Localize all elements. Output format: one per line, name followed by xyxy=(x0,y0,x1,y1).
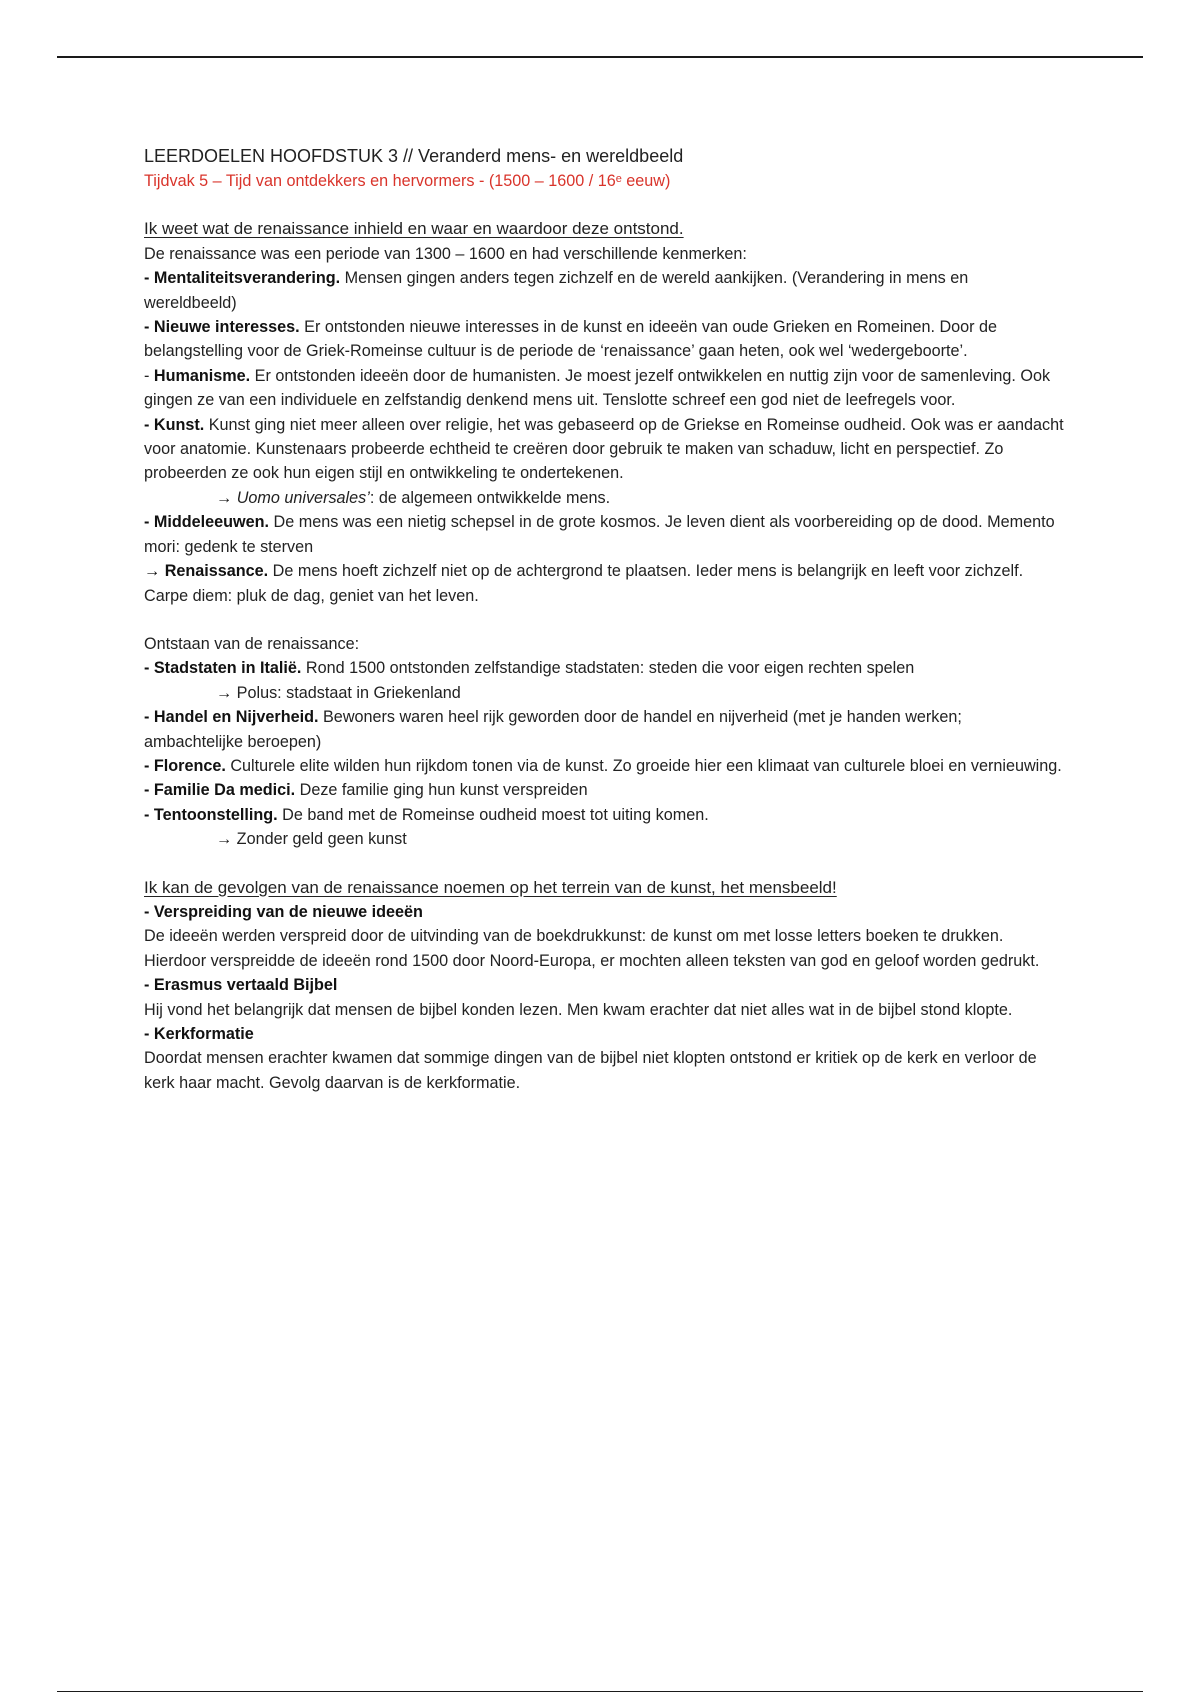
list-item xyxy=(144,413,1064,486)
term: - Kerkformatie xyxy=(144,1025,254,1043)
list-item xyxy=(144,778,1064,802)
term-text: Mensen gingen anders tegen zichzelf en de wereld aankijken. (Verandering in mens en wereldbeeld) xyxy=(144,269,969,312)
term-text: Rond 1500 ontstonden zelfstandige stadstaten: steden die voor eigen rechten spelen xyxy=(301,659,915,678)
paragraph: Doordat mensen erachter kwamen dat sommige dingen van de bijbel niet klopten ontstond er kritiek op de kerk en verloor de kerk haar macht. Gevolg daarvan is de kerkformatie. xyxy=(144,1049,1037,1092)
list-item xyxy=(144,1022,1064,1046)
term-text: Kunst ging niet meer alleen over religie, het was gebaseerd op de Griekse en Romeinse oudheid. Ook was er aandacht voor anatomie. Kunstenaars probeerde echtheid te creëren door gebruik te maken van schaduw, licht en perspectief. Zo probeerden ze ook hun eigen stijl en ontwikkeling te ondertekenen. xyxy=(144,415,1064,483)
term-prefix: - xyxy=(144,366,154,385)
list-item xyxy=(144,656,1064,680)
term: - Erasmus vertaald Bijbel xyxy=(144,976,338,995)
arrow-icon: → xyxy=(216,488,237,507)
term: - Middeleeuwen. xyxy=(144,513,270,532)
term: Renaissance. xyxy=(164,562,269,581)
list-item xyxy=(144,973,1064,997)
arrow-note: → Zonder geld geen kunst xyxy=(216,830,407,849)
term: - Verspreiding van de nieuwe ideeën xyxy=(144,902,423,921)
term-text: Er ontstonden ideeën door de humanisten. Je moest jezelf ontwikkelen en nuttig zijn voor de samenleving. Ook gingen ze van een individuele en zelfstandig denkend mens uit. Tenslotte schreef een god niet de leefregels voor. xyxy=(144,366,1051,410)
list-item xyxy=(144,510,1064,559)
term: - Florence. xyxy=(144,756,226,775)
term-text: De mens was een nietig schepsel in de grote kosmos. Je leven dient als voorbereiding op de dood. Memento mori: gedenk te sterven xyxy=(144,513,1055,556)
section-heading-2: Ik kan de gevolgen van de renaissance noemen op het terrein van de kunst, het mensbeeld! xyxy=(144,877,837,897)
page-subtitle: Tijdvak 5 – Tijd van ontdekkers en hervormers - (1500 – 1600 / 16ᵉ eeuw) xyxy=(144,172,671,190)
arrow-note: → Polus: stadstaat in Griekenland xyxy=(216,683,461,702)
footer-rule xyxy=(57,1691,1143,1692)
list-item xyxy=(144,900,1064,924)
paragraph: Hij vond het belangrijk dat mensen de bijbel konden lezen. Men kwam erachter dat niet alles wat in de bijbel stond klopte. xyxy=(144,1000,1013,1019)
section-heading-1: Ik weet wat de renaissance inhield en waar en waardoor deze ontstond. xyxy=(144,219,684,239)
term: - Nieuwe interesses. xyxy=(144,318,300,337)
term: - Familie Da medici. xyxy=(144,781,296,800)
list-item xyxy=(144,559,1064,608)
list-item xyxy=(144,705,1064,754)
term-text: Deze familie ging hun kunst verspreiden xyxy=(295,781,588,800)
paragraph: De renaissance was een periode van 1300 – 1600 en had verschillende kenmerken: xyxy=(144,244,747,263)
paragraph: Ontstaan van de renaissance: xyxy=(144,634,360,653)
term-italic: Uomo universales’ xyxy=(236,488,370,507)
term: - Handel en Nijverheid. xyxy=(144,708,319,727)
list-item xyxy=(144,803,1064,827)
list-item xyxy=(144,266,1064,315)
term: - Tentoonstelling. xyxy=(144,805,278,824)
term: - Stadstaten in Italië. xyxy=(144,659,302,678)
term: - Kunst. xyxy=(144,415,205,434)
term-text: Culturele elite wilden hun rijkdom tonen via de kunst. Zo groeide hier een klimaat van culturele bloei en vernieuwing. xyxy=(225,756,1062,775)
document-body xyxy=(144,144,1064,1095)
term-text: Er ontstonden nieuwe interesses in de kunst en ideeën van oude Grieken en Romeinen. Door de belangstelling voor de Griek-Romeinse cultuur is de periode de ‘renaissance’ gaan heten, ook wel ‘wedergeboorte’. xyxy=(144,318,998,361)
term-text: : de algemeen ontwikkelde mens. xyxy=(369,488,611,507)
term-text: De band met de Romeinse oudheid moest tot uiting komen. xyxy=(277,805,709,824)
term: Humanisme. xyxy=(153,366,251,385)
list-item xyxy=(144,364,1064,413)
list-item xyxy=(144,754,1064,778)
page-title: LEERDOELEN HOOFDSTUK 3 // Veranderd mens- en wereldbeeld xyxy=(144,146,684,166)
term: - Mentaliteitsverandering. xyxy=(144,269,341,288)
term-text: De mens hoeft zichzelf niet op de achtergrond te plaatsen. Ieder mens is belangrijk en leeft voor zichzelf. Carpe diem: pluk de dag, geniet van het leven. xyxy=(144,562,1024,605)
paragraph: De ideeën werden verspreid door de uitvinding van de boekdrukkunst: de kunst om met losse letters boeken te drukken. Hierdoor verspreidde de ideeën rond 1500 door Noord-Europa, er mochten alleen teksten van god en geloof worden gedrukt. xyxy=(144,927,1040,970)
header-rule xyxy=(57,56,1143,58)
arrow-icon: → xyxy=(144,562,165,581)
arrow-note xyxy=(144,486,1064,510)
term-text: Bewoners waren heel rijk geworden door de handel en nijverheid (met je handen werken; ambachtelijke beroepen) xyxy=(144,708,962,751)
list-item xyxy=(144,315,1064,364)
